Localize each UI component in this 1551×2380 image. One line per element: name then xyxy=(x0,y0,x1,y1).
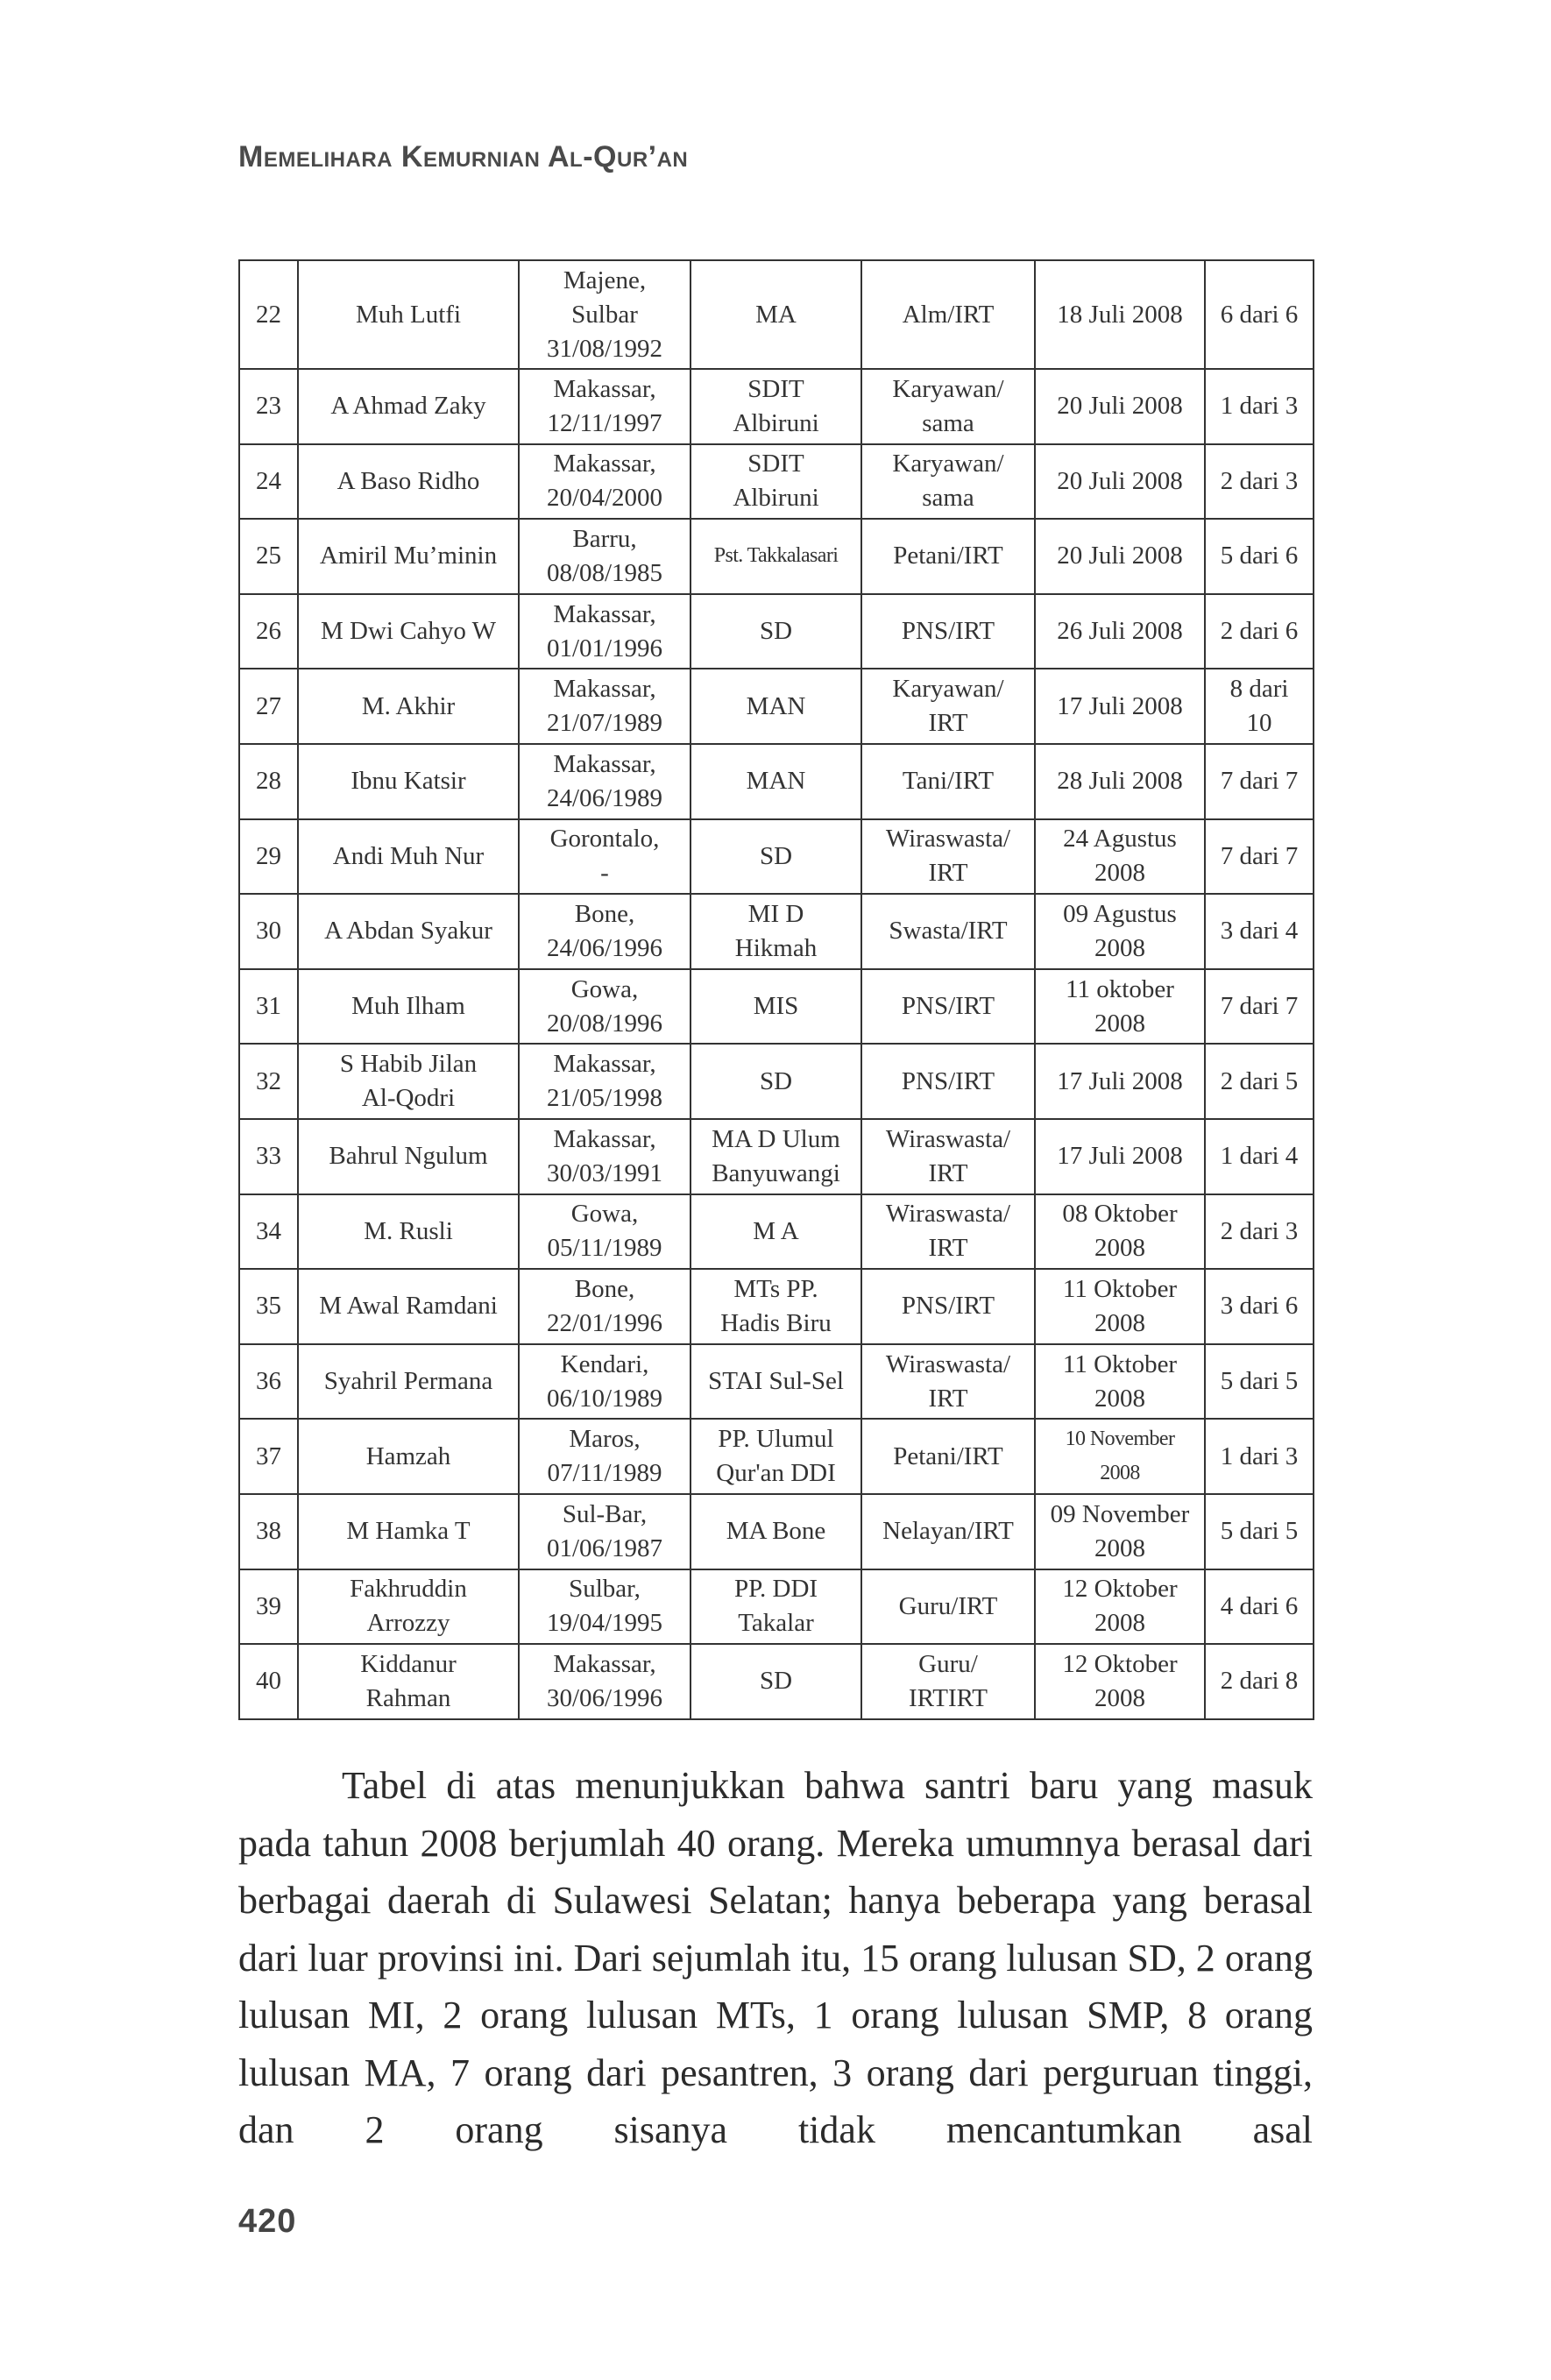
cell-name: M Hamka T xyxy=(298,1494,519,1569)
cell-no: 32 xyxy=(239,1044,298,1119)
cell-order: 3 dari 4 xyxy=(1205,894,1314,969)
cell-parent-job: Petani/IRT xyxy=(861,1419,1035,1494)
body-paragraph-block xyxy=(238,1757,1313,2159)
cell-school: MA Bone xyxy=(691,1494,861,1569)
cell-order: 1 dari 3 xyxy=(1205,369,1314,444)
cell-parent-job: Karyawan/ sama xyxy=(861,444,1035,520)
cell-name: S Habib Jilan Al-Qodri xyxy=(298,1044,519,1119)
cell-order: 2 dari 5 xyxy=(1205,1044,1314,1119)
cell-name: Andi Muh Nur xyxy=(298,819,519,895)
cell-no: 24 xyxy=(239,444,298,520)
cell-order: 5 dari 5 xyxy=(1205,1494,1314,1569)
cell-order: 5 dari 5 xyxy=(1205,1344,1314,1420)
cell-birth: Bone, 22/01/1996 xyxy=(519,1269,691,1344)
cell-birth: Gorontalo, - xyxy=(519,819,691,895)
cell-no: 33 xyxy=(239,1119,298,1194)
cell-birth: Makassar, 21/07/1989 xyxy=(519,669,691,744)
cell-school: M A xyxy=(691,1194,861,1270)
body-paragraph: Tabel di atas menunjukkan bahwa santri baru yang masuk pada tahun 2008 berjumlah 40 orang. Mereka umumnya berasal dari berbagai daerah di Sulawesi Selatan; hanya beberapa yang berasal dari luar provinsi ini. Dari sejumlah itu, 15 orang lulusan SD, 2 orang lulusan MI, 2 orang lulusan MTs, 1 orang lulusan SMP, 8 orang lulusan MA, 7 orang dari pesantren, 3 orang dari perguruan tinggi, dan 2 orang sisanya tidak mencantumkan asal xyxy=(238,1764,1313,2151)
cell-parent-job: Nelayan/IRT xyxy=(861,1494,1035,1569)
table-row xyxy=(239,260,1314,369)
cell-entry-date: 09 Agustus 2008 xyxy=(1035,894,1205,969)
cell-parent-job: Wiraswasta/ IRT xyxy=(861,819,1035,895)
cell-name: M. Rusli xyxy=(298,1194,519,1270)
cell-parent-job: Karyawan/ IRT xyxy=(861,669,1035,744)
table-row xyxy=(239,969,1314,1045)
cell-entry-date: 28 Juli 2008 xyxy=(1035,744,1205,819)
cell-birth: Makassar, 12/11/1997 xyxy=(519,369,691,444)
cell-school: SD xyxy=(691,819,861,895)
table-row xyxy=(239,744,1314,819)
table-row xyxy=(239,1044,1314,1119)
table-row xyxy=(239,444,1314,520)
table-row xyxy=(239,1644,1314,1719)
cell-name: M Dwi Cahyo W xyxy=(298,594,519,669)
cell-name: A Baso Ridho xyxy=(298,444,519,520)
table-row xyxy=(239,894,1314,969)
cell-entry-date: 20 Juli 2008 xyxy=(1035,369,1205,444)
cell-birth: Gowa, 05/11/1989 xyxy=(519,1194,691,1270)
cell-school: MI D Hikmah xyxy=(691,894,861,969)
cell-birth: Sulbar, 19/04/1995 xyxy=(519,1569,691,1645)
cell-school: MTs PP. Hadis Biru xyxy=(691,1269,861,1344)
cell-order: 7 dari 7 xyxy=(1205,744,1314,819)
cell-birth: Makassar, 20/04/2000 xyxy=(519,444,691,520)
cell-school: PP. Ulumul Qur'an DDI xyxy=(691,1419,861,1494)
cell-school: SDIT Albiruni xyxy=(691,444,861,520)
cell-parent-job: PNS/IRT xyxy=(861,1269,1035,1344)
cell-school: PP. DDI Takalar xyxy=(691,1569,861,1645)
cell-entry-date: 11 Oktober 2008 xyxy=(1035,1269,1205,1344)
cell-name: Ibnu Katsir xyxy=(298,744,519,819)
cell-entry-date: 08 Oktober 2008 xyxy=(1035,1194,1205,1270)
cell-no: 39 xyxy=(239,1569,298,1645)
cell-order: 2 dari 3 xyxy=(1205,444,1314,520)
cell-name: M Awal Ramdani xyxy=(298,1269,519,1344)
cell-parent-job: Wiraswasta/ IRT xyxy=(861,1344,1035,1420)
santri-register-table xyxy=(238,259,1314,1720)
cell-order: 7 dari 7 xyxy=(1205,819,1314,895)
table-row xyxy=(239,819,1314,895)
cell-no: 23 xyxy=(239,369,298,444)
cell-order: 4 dari 6 xyxy=(1205,1569,1314,1645)
cell-entry-date: 20 Juli 2008 xyxy=(1035,444,1205,520)
cell-no: 30 xyxy=(239,894,298,969)
cell-entry-date: 17 Juli 2008 xyxy=(1035,1119,1205,1194)
cell-order: 7 dari 7 xyxy=(1205,969,1314,1045)
cell-name: Amiril Mu’minin xyxy=(298,519,519,594)
cell-entry-date: 17 Juli 2008 xyxy=(1035,1044,1205,1119)
cell-entry-date: 12 Oktober 2008 xyxy=(1035,1644,1205,1719)
cell-name: Bahrul Ngulum xyxy=(298,1119,519,1194)
cell-parent-job: Alm/IRT xyxy=(861,260,1035,369)
cell-no: 28 xyxy=(239,744,298,819)
cell-no: 36 xyxy=(239,1344,298,1420)
cell-no: 27 xyxy=(239,669,298,744)
cell-birth: Makassar, 24/06/1989 xyxy=(519,744,691,819)
cell-parent-job: Guru/ IRTIRT xyxy=(861,1644,1035,1719)
cell-parent-job: Wiraswasta/ IRT xyxy=(861,1194,1035,1270)
cell-entry-date: 09 November 2008 xyxy=(1035,1494,1205,1569)
running-head: Memelihara Kemurnian Al-Qur’an xyxy=(238,140,689,174)
cell-parent-job: Wiraswasta/ IRT xyxy=(861,1119,1035,1194)
cell-birth: Sul-Bar, 01/06/1987 xyxy=(519,1494,691,1569)
cell-parent-job: PNS/IRT xyxy=(861,1044,1035,1119)
cell-name: A Ahmad Zaky xyxy=(298,369,519,444)
cell-school: Pst. Takkalasari xyxy=(691,519,861,594)
cell-no: 31 xyxy=(239,969,298,1045)
cell-school: MA D Ulum Banyuwangi xyxy=(691,1119,861,1194)
cell-entry-date: 12 Oktober 2008 xyxy=(1035,1569,1205,1645)
cell-entry-date: 17 Juli 2008 xyxy=(1035,669,1205,744)
cell-entry-date: 11 Oktober 2008 xyxy=(1035,1344,1205,1420)
table-row xyxy=(239,1269,1314,1344)
cell-entry-date: 24 Agustus 2008 xyxy=(1035,819,1205,895)
cell-no: 25 xyxy=(239,519,298,594)
cell-birth: Makassar, 21/05/1998 xyxy=(519,1044,691,1119)
cell-birth: Kendari, 06/10/1989 xyxy=(519,1344,691,1420)
cell-parent-job: Guru/IRT xyxy=(861,1569,1035,1645)
cell-entry-date: 11 oktober 2008 xyxy=(1035,969,1205,1045)
cell-no: 29 xyxy=(239,819,298,895)
table-row xyxy=(239,519,1314,594)
cell-birth: Majene, Sulbar 31/08/1992 xyxy=(519,260,691,369)
cell-no: 38 xyxy=(239,1494,298,1569)
cell-entry-date: 26 Juli 2008 xyxy=(1035,594,1205,669)
cell-school: MAN xyxy=(691,669,861,744)
cell-parent-job: PNS/IRT xyxy=(861,594,1035,669)
cell-school: SD xyxy=(691,1044,861,1119)
cell-order: 6 dari 6 xyxy=(1205,260,1314,369)
cell-order: 2 dari 8 xyxy=(1205,1644,1314,1719)
cell-birth: Makassar, 30/03/1991 xyxy=(519,1119,691,1194)
table-row xyxy=(239,1344,1314,1420)
cell-parent-job: Petani/IRT xyxy=(861,519,1035,594)
cell-entry-date: 20 Juli 2008 xyxy=(1035,519,1205,594)
cell-parent-job: Swasta/IRT xyxy=(861,894,1035,969)
cell-no: 34 xyxy=(239,1194,298,1270)
cell-no: 37 xyxy=(239,1419,298,1494)
cell-order: 1 dari 4 xyxy=(1205,1119,1314,1194)
cell-birth: Barru, 08/08/1985 xyxy=(519,519,691,594)
cell-name: Muh Lutfi xyxy=(298,260,519,369)
table-row xyxy=(239,669,1314,744)
cell-school: SD xyxy=(691,1644,861,1719)
cell-school: SD xyxy=(691,594,861,669)
cell-school: MAN xyxy=(691,744,861,819)
cell-parent-job: Karyawan/ sama xyxy=(861,369,1035,444)
cell-school: STAI Sul-Sel xyxy=(691,1344,861,1420)
table-row xyxy=(239,1119,1314,1194)
table-row xyxy=(239,369,1314,444)
cell-name: A Abdan Syakur xyxy=(298,894,519,969)
cell-birth: Maros, 07/11/1989 xyxy=(519,1419,691,1494)
cell-no: 26 xyxy=(239,594,298,669)
cell-order: 8 dari 10 xyxy=(1205,669,1314,744)
cell-order: 5 dari 6 xyxy=(1205,519,1314,594)
cell-no: 22 xyxy=(239,260,298,369)
cell-order: 2 dari 6 xyxy=(1205,594,1314,669)
cell-name: M. Akhir xyxy=(298,669,519,744)
table-row xyxy=(239,1419,1314,1494)
cell-birth: Makassar, 30/06/1996 xyxy=(519,1644,691,1719)
cell-school: SDIT Albiruni xyxy=(691,369,861,444)
cell-no: 35 xyxy=(239,1269,298,1344)
cell-name: Syahril Permana xyxy=(298,1344,519,1420)
cell-order: 1 dari 3 xyxy=(1205,1419,1314,1494)
cell-birth: Gowa, 20/08/1996 xyxy=(519,969,691,1045)
cell-order: 3 dari 6 xyxy=(1205,1269,1314,1344)
cell-parent-job: PNS/IRT xyxy=(861,969,1035,1045)
cell-no: 40 xyxy=(239,1644,298,1719)
table-row xyxy=(239,594,1314,669)
cell-name: Kiddanur Rahman xyxy=(298,1644,519,1719)
cell-name: Fakhruddin Arrozzy xyxy=(298,1569,519,1645)
cell-birth: Bone, 24/06/1996 xyxy=(519,894,691,969)
cell-birth: Makassar, 01/01/1996 xyxy=(519,594,691,669)
cell-name: Muh Ilham xyxy=(298,969,519,1045)
cell-entry-date: 18 Juli 2008 xyxy=(1035,260,1205,369)
cell-school: MIS xyxy=(691,969,861,1045)
table-row xyxy=(239,1494,1314,1569)
table-row xyxy=(239,1194,1314,1270)
cell-entry-date: 10 November 2008 xyxy=(1035,1419,1205,1494)
cell-parent-job: Tani/IRT xyxy=(861,744,1035,819)
table-row xyxy=(239,1569,1314,1645)
cell-name: Hamzah xyxy=(298,1419,519,1494)
page-number: 420 xyxy=(238,2203,297,2240)
cell-order: 2 dari 3 xyxy=(1205,1194,1314,1270)
cell-school: MA xyxy=(691,260,861,369)
